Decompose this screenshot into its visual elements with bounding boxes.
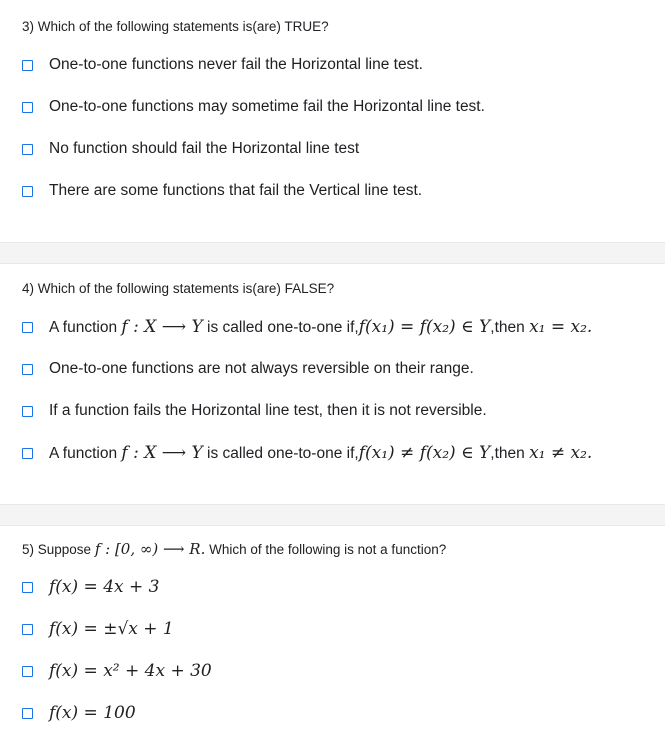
text: ,then: [490, 445, 530, 462]
option[interactable]: [22, 702, 136, 724]
checkbox[interactable]: [22, 582, 33, 593]
option[interactable]: [22, 54, 423, 76]
checkbox[interactable]: [22, 448, 33, 459]
checkbox[interactable]: [22, 666, 33, 677]
option-label: One-to-one functions never fail the Horizontal line test.: [49, 56, 423, 73]
text: Which of the following is not a function?: [205, 542, 447, 557]
option-label: f(x) = 100: [49, 703, 136, 723]
option[interactable]: [22, 138, 359, 160]
option-label: If a function fails the Horizontal line test, then it is not reversible.: [49, 402, 487, 419]
question-5: [0, 526, 665, 750]
option-label: One-to-one functions may sometime fail the Horizontal line test.: [49, 98, 485, 115]
option-label: f(x) = ±√x + 1: [49, 619, 174, 639]
option-label: f(x) = 4x + 3: [49, 577, 160, 597]
math-expression: f : X ⟶ Y: [121, 317, 203, 337]
math-expression: f(x₁) = f(x₂) ∈ Y: [358, 317, 491, 337]
option[interactable]: [22, 576, 159, 598]
checkbox[interactable]: [22, 322, 33, 333]
option[interactable]: [22, 442, 592, 464]
option-label: No function should fail the Horizontal line test: [49, 140, 360, 157]
section-divider: [0, 504, 665, 526]
question-prompt: 4) Which of the following statements is(are) FALSE?: [22, 281, 335, 296]
option[interactable]: [22, 96, 485, 118]
math-expression: x₁ = x₂.: [529, 317, 593, 337]
option-label: [49, 443, 592, 463]
math-expression: f : [0, ∞) ⟶ R.: [94, 540, 206, 558]
checkbox[interactable]: [22, 624, 33, 635]
question-prompt: 3) Which of the following statements is(are) TRUE?: [22, 19, 329, 34]
option[interactable]: [22, 358, 474, 380]
text: A function: [49, 445, 122, 462]
option-label: There are some functions that fail the Vertical line test.: [49, 182, 423, 199]
checkbox[interactable]: [22, 406, 33, 417]
option[interactable]: [22, 618, 174, 640]
checkbox[interactable]: [22, 364, 33, 375]
math-expression: f : X ⟶ Y: [121, 443, 203, 463]
math-expression: f(x₁) ≠ f(x₂) ∈ Y: [358, 443, 491, 463]
question-4: [0, 264, 665, 504]
option[interactable]: [22, 400, 487, 422]
text: is called one-to-one if,: [202, 319, 359, 336]
option[interactable]: [22, 316, 592, 338]
question-prompt: [22, 540, 446, 558]
option-label: [49, 317, 592, 337]
checkbox[interactable]: [22, 144, 33, 155]
text: is called one-to-one if,: [202, 445, 359, 462]
checkbox[interactable]: [22, 102, 33, 113]
option[interactable]: [22, 660, 212, 682]
text: A function: [49, 319, 122, 336]
section-divider: [0, 242, 665, 264]
option-label: f(x) = x² + 4x + 30: [49, 661, 212, 681]
option-label: One-to-one functions are not always reversible on their range.: [49, 360, 474, 377]
checkbox[interactable]: [22, 708, 33, 719]
checkbox[interactable]: [22, 60, 33, 71]
question-3: [0, 0, 665, 242]
text: 5) Suppose: [22, 542, 95, 557]
checkbox[interactable]: [22, 186, 33, 197]
text: ,then: [490, 319, 530, 336]
option[interactable]: [22, 180, 422, 202]
math-expression: x₁ ≠ x₂.: [529, 443, 593, 463]
